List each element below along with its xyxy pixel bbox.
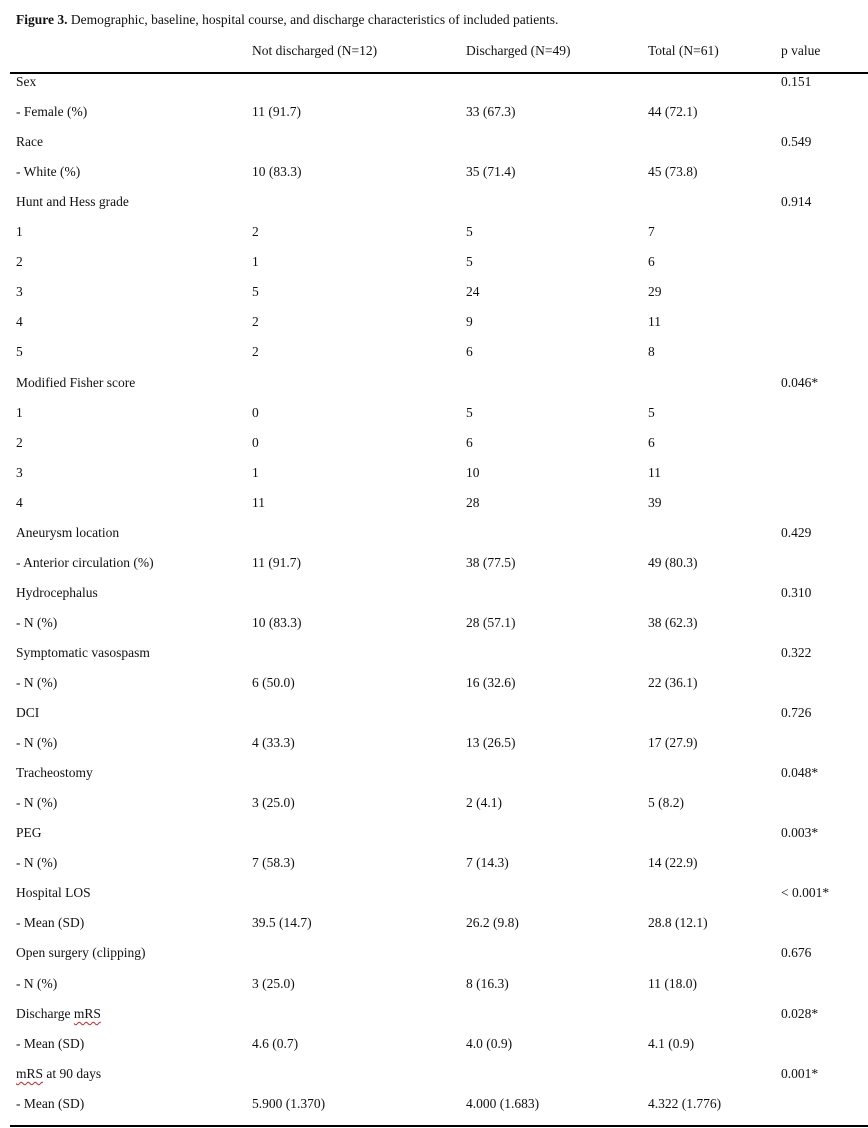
row-label: - N (%) (16, 795, 58, 810)
discharged-value: 5 (466, 224, 473, 239)
not-discharged-value: 7 (58.3) (252, 855, 295, 870)
row-label: 3 (16, 284, 23, 299)
discharged-value: 24 (466, 284, 480, 299)
p-value: 0.001* (781, 1066, 819, 1081)
table-row (0, 885, 868, 905)
discharged-value: 6 (466, 344, 473, 359)
table-row (0, 435, 868, 455)
discharged-value: 26.2 (9.8) (466, 915, 519, 930)
not-discharged-value: 11 (91.7) (252, 555, 301, 570)
row-label: 4 (16, 314, 23, 329)
row-label: Race (16, 134, 43, 149)
table-row (0, 134, 868, 154)
table-row (0, 284, 868, 304)
table-row (0, 615, 868, 635)
discharged-value: 9 (466, 314, 473, 329)
table-row (0, 555, 868, 575)
discharged-value: 2 (4.1) (466, 795, 502, 810)
row-label: 3 (16, 465, 23, 480)
total-value: 6 (648, 254, 655, 269)
table-row (0, 375, 868, 395)
not-discharged-value: 2 (252, 344, 259, 359)
p-value: 0.048* (781, 765, 819, 780)
p-value: 0.914 (781, 194, 812, 209)
not-discharged-value: 39.5 (14.7) (252, 915, 312, 930)
row-label: PEG (16, 825, 42, 840)
not-discharged-value: 6 (50.0) (252, 675, 295, 690)
discharged-value: 16 (32.6) (466, 675, 516, 690)
table-row (0, 495, 868, 515)
table-row (0, 1066, 868, 1086)
table-row (0, 585, 868, 605)
p-value: 0.549 (781, 134, 812, 149)
p-value: 0.429 (781, 525, 812, 540)
row-label: - Mean (SD) (16, 915, 85, 930)
table-row (0, 976, 868, 996)
total-value: 6 (648, 435, 655, 450)
row-label: - Mean (SD) (16, 1036, 85, 1051)
not-discharged-value: 3 (25.0) (252, 795, 295, 810)
total-value: 8 (648, 344, 655, 359)
table-row (0, 314, 868, 334)
not-discharged-value: 2 (252, 224, 259, 239)
header-discharged: Discharged (N=49) (466, 43, 571, 58)
table-row (0, 465, 868, 485)
row-label: DCI (16, 705, 40, 720)
total-value: 29 (648, 284, 662, 299)
total-value: 38 (62.3) (648, 615, 698, 630)
figure-label: Figure 3. (16, 12, 68, 27)
total-value: 11 (648, 465, 661, 480)
table-row (0, 164, 868, 184)
p-value: 0.028* (781, 1006, 819, 1021)
row-label: - White (%) (16, 164, 81, 179)
row-label: - Mean (SD) (16, 1096, 85, 1111)
row-label: Tracheostomy (16, 765, 93, 780)
total-value: 39 (648, 495, 662, 510)
total-value: 5 (648, 405, 655, 420)
total-value: 17 (27.9) (648, 735, 698, 750)
not-discharged-value: 0 (252, 435, 259, 450)
header-total: Total (N=61) (648, 43, 719, 58)
total-value: 4.322 (1.776) (648, 1096, 722, 1111)
row-label: - N (%) (16, 615, 58, 630)
table-row (0, 344, 868, 364)
table-row (0, 194, 868, 214)
row-label: 1 (16, 224, 23, 239)
total-value: 44 (72.1) (648, 104, 698, 119)
not-discharged-value: 5.900 (1.370) (252, 1096, 326, 1111)
row-label: - N (%) (16, 675, 58, 690)
figure-caption-text: Demographic, baseline, hospital course, and discharge characteristics of included patients. (67, 12, 559, 27)
total-value: 22 (36.1) (648, 675, 698, 690)
not-discharged-value: 10 (83.3) (252, 615, 302, 630)
table-row (0, 1006, 868, 1026)
discharged-value: 8 (16.3) (466, 976, 509, 991)
p-value: 0.310 (781, 585, 812, 600)
p-value: 0.726 (781, 705, 812, 720)
table-row (0, 525, 868, 545)
not-discharged-value: 11 (252, 495, 265, 510)
row-label: mRS at 90 days (16, 1066, 102, 1081)
discharged-value: 35 (71.4) (466, 164, 516, 179)
discharged-value: 28 (466, 495, 480, 510)
not-discharged-value: 11 (91.7) (252, 104, 301, 119)
p-value: < 0.001* (781, 885, 830, 900)
row-label: 5 (16, 344, 23, 359)
not-discharged-value: 4.6 (0.7) (252, 1036, 299, 1051)
p-value: 0.676 (781, 945, 812, 960)
discharged-value: 6 (466, 435, 473, 450)
row-label: 1 (16, 405, 23, 420)
row-label: Symptomatic vasospasm (16, 645, 150, 660)
header-p-value: p value (781, 43, 821, 58)
row-label: - N (%) (16, 735, 58, 750)
row-label: Modified Fisher score (16, 375, 136, 390)
discharged-value: 5 (466, 405, 473, 420)
table-row (0, 705, 868, 725)
row-label: Aneurysm location (16, 525, 120, 540)
table-row (0, 1096, 868, 1116)
table-row (0, 645, 868, 665)
discharged-value: 33 (67.3) (466, 104, 516, 119)
row-label: 4 (16, 495, 23, 510)
not-discharged-value: 0 (252, 405, 259, 420)
row-label: Open surgery (clipping) (16, 945, 146, 960)
table-row (0, 735, 868, 755)
table-row (0, 795, 868, 815)
not-discharged-value: 10 (83.3) (252, 164, 302, 179)
table-row (0, 765, 868, 785)
table-row (0, 104, 868, 124)
discharged-value: 38 (77.5) (466, 555, 516, 570)
table-row (0, 825, 868, 845)
total-value: 45 (73.8) (648, 164, 698, 179)
not-discharged-value: 4 (33.3) (252, 735, 295, 750)
discharged-value: 13 (26.5) (466, 735, 516, 750)
table-row (0, 254, 868, 274)
table-row (0, 74, 868, 94)
p-value: 0.151 (781, 74, 812, 89)
total-value: 5 (8.2) (648, 795, 684, 810)
row-label: - Female (%) (16, 104, 88, 119)
row-label: 2 (16, 435, 23, 450)
total-value: 11 (18.0) (648, 976, 697, 991)
header-not-discharged: Not discharged (N=12) (252, 43, 378, 58)
not-discharged-value: 1 (252, 465, 259, 480)
row-label: 2 (16, 254, 23, 269)
total-value: 7 (648, 224, 655, 239)
discharged-value: 7 (14.3) (466, 855, 509, 870)
total-value: 4.1 (0.9) (648, 1036, 695, 1051)
table-bottom-rule (10, 1125, 868, 1127)
row-label: - N (%) (16, 855, 58, 870)
p-value: 0.046* (781, 375, 819, 390)
row-label: Hunt and Hess grade (16, 194, 129, 209)
table-row (0, 224, 868, 244)
discharged-value: 10 (466, 465, 480, 480)
total-value: 28.8 (12.1) (648, 915, 708, 930)
row-label: Discharge mRS (16, 1006, 101, 1021)
total-value: 49 (80.3) (648, 555, 698, 570)
row-label: Hydrocephalus (16, 585, 98, 600)
not-discharged-value: 1 (252, 254, 259, 269)
table-row (0, 855, 868, 875)
not-discharged-value: 3 (25.0) (252, 976, 295, 991)
total-value: 14 (22.9) (648, 855, 698, 870)
discharged-value: 5 (466, 254, 473, 269)
table-row (0, 675, 868, 695)
table-row (0, 915, 868, 935)
row-label: Hospital LOS (16, 885, 91, 900)
row-label: - N (%) (16, 976, 58, 991)
p-value: 0.322 (781, 645, 812, 660)
not-discharged-value: 2 (252, 314, 259, 329)
total-value: 11 (648, 314, 661, 329)
table-row (0, 1036, 868, 1056)
discharged-value: 4.000 (1.683) (466, 1096, 540, 1111)
table-row (0, 945, 868, 965)
row-label: - Anterior circulation (%) (16, 555, 154, 570)
table-row (0, 405, 868, 425)
not-discharged-value: 5 (252, 284, 259, 299)
discharged-value: 4.0 (0.9) (466, 1036, 513, 1051)
discharged-value: 28 (57.1) (466, 615, 516, 630)
row-label: Sex (16, 74, 37, 89)
p-value: 0.003* (781, 825, 819, 840)
